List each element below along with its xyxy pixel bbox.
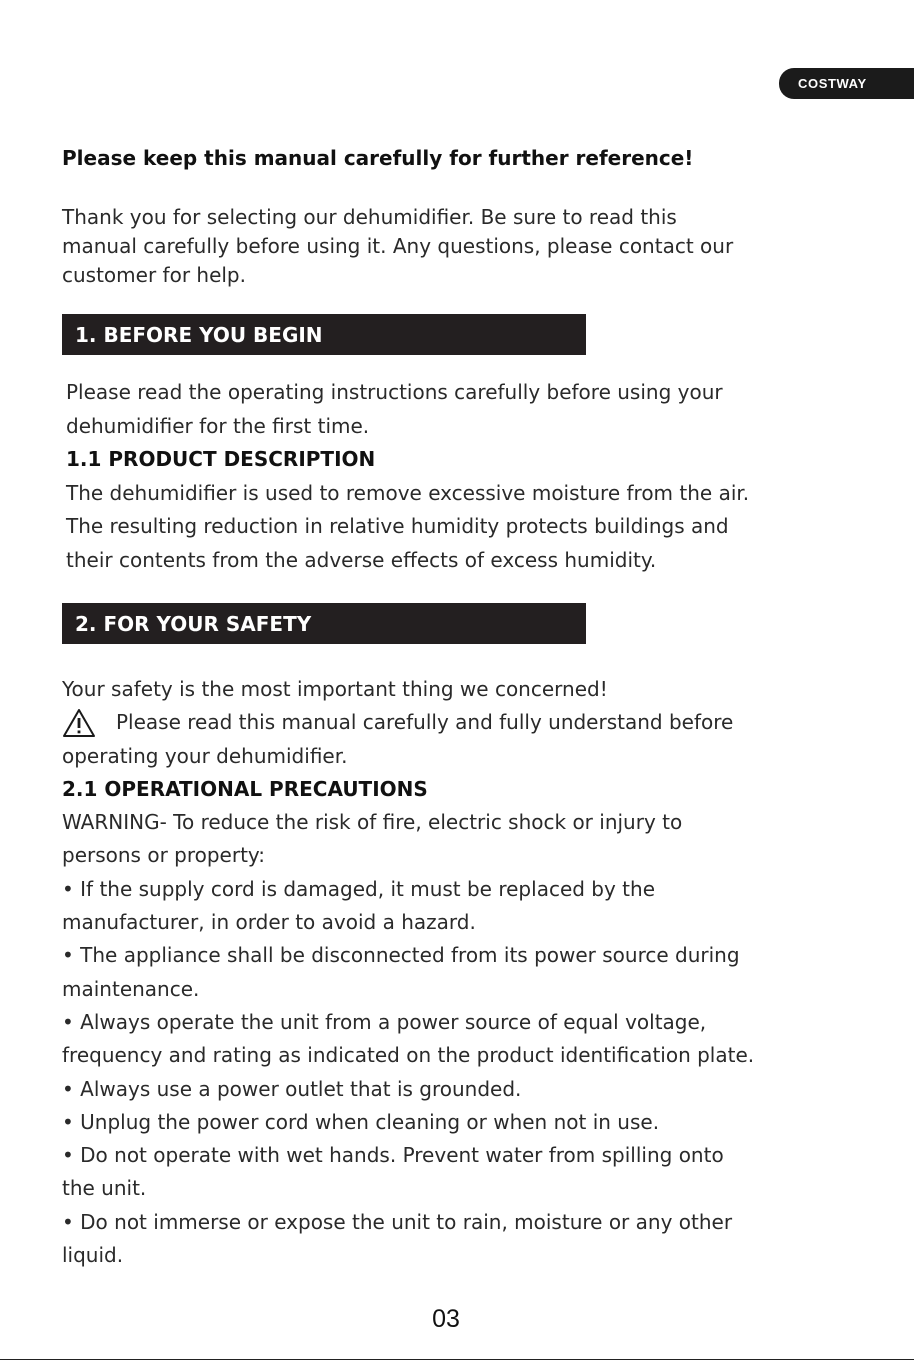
operational-precautions-heading: 2.1 OPERATIONAL PRECAUTIONS xyxy=(62,776,428,801)
text-line: their contents from the adverse effects of excess humidity. xyxy=(66,547,657,572)
section1-body xyxy=(66,376,749,577)
text-line: Thank you for selecting our dehumidifier. Be sure to read this xyxy=(62,205,677,229)
text-line: liquid. xyxy=(62,1243,124,1268)
text-line: manufacturer, in order to avoid a hazard. xyxy=(62,910,476,935)
bullet-line: • The appliance shall be disconnected from its power source during xyxy=(62,943,740,968)
bullet-line: • Do not immerse or expose the unit to rain, moisture or any other xyxy=(62,1209,733,1234)
text-line: The dehumidifier is used to remove excessive moisture from the air. xyxy=(66,480,750,505)
text-line: persons or property: xyxy=(62,843,266,868)
product-description-heading: 1.1 PRODUCT DESCRIPTION xyxy=(66,447,376,471)
text-line: maintenance. xyxy=(62,976,200,1001)
intro-title: Please keep this manual carefully for further reference! xyxy=(62,146,694,170)
bullet-line: • Always operate the unit from a power source of equal voltage, xyxy=(62,1009,707,1034)
section2-body xyxy=(62,673,754,1272)
bullet-line: • If the supply cord is damaged, it must be replaced by the xyxy=(62,876,656,901)
warning-triangle-icon xyxy=(62,708,96,738)
page-number: 03 xyxy=(432,1305,460,1333)
bottom-divider xyxy=(0,1359,914,1360)
warning-line xyxy=(62,706,754,739)
brand-logo: COSTWAY xyxy=(779,68,914,99)
bullet-line: • Always use a power outlet that is grounded. xyxy=(62,1076,522,1101)
intro-text xyxy=(62,203,733,290)
text-line: dehumidifier for the first time. xyxy=(66,413,370,438)
text-line: Your safety is the most important thing we concerned! xyxy=(62,677,608,701)
text-line: frequency and rating as indicated on the product identification plate. xyxy=(62,1043,755,1068)
section-heading-before-you-begin: 1. BEFORE YOU BEGIN xyxy=(62,314,586,355)
text-line: customer for help. xyxy=(62,263,246,287)
bullet-line: • Unplug the power cord when cleaning or when not in use. xyxy=(62,1109,660,1134)
text-line: the unit. xyxy=(62,1176,147,1201)
text-line: The resulting reduction in relative humidity protects buildings and xyxy=(66,514,729,538)
text-line: WARNING- To reduce the risk of fire, electric shock or injury to xyxy=(62,810,683,835)
text-line: Please read the operating instructions carefully before using your xyxy=(66,380,723,404)
text-line: Please read this manual carefully and fully understand before xyxy=(116,710,734,735)
bullet-line: • Do not operate with wet hands. Prevent water from spilling onto xyxy=(62,1143,724,1168)
section-heading-for-your-safety: 2. FOR YOUR SAFETY xyxy=(62,603,586,644)
text-line: manual carefully before using it. Any questions, please contact our xyxy=(62,234,734,258)
text-line: operating your dehumidifier. xyxy=(62,743,348,768)
